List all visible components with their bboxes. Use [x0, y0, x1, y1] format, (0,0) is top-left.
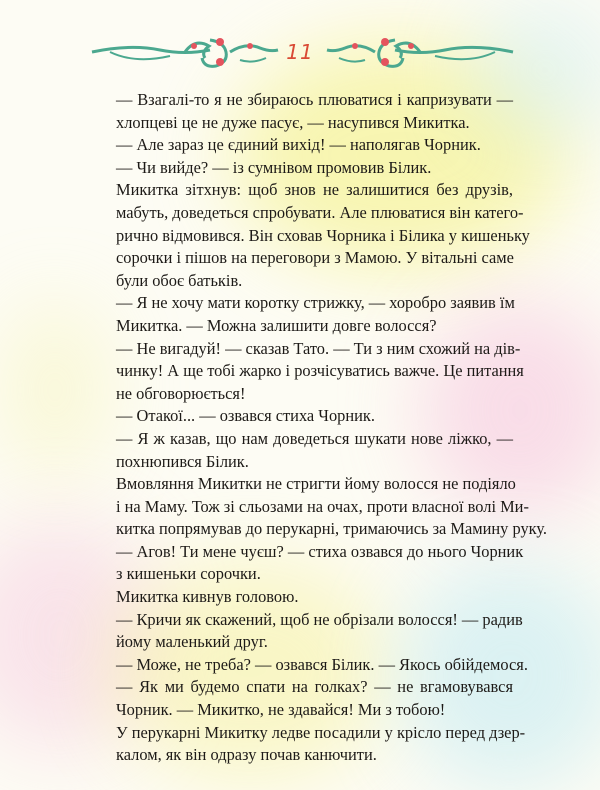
text-line: — Кричи як скажений, щоб не обрізали волосся! — радив — [116, 609, 523, 629]
paragraph — [88, 292, 513, 337]
paragraph — [88, 405, 513, 428]
page-number: 11 — [286, 40, 314, 64]
text-line: і на Маму. Тож зі сльозами на очах, проти власної волі Ми- — [116, 496, 529, 516]
text-line: — Чи вийде? — із сумнівом промовив Білик. — [116, 157, 432, 177]
text-line: — Отакої... — озвався стиха Чорник. — [116, 406, 375, 426]
text-line: — Як ми будемо спати на голках? — не вгамовувався — [116, 677, 513, 697]
paragraph — [88, 586, 513, 609]
text-line: китка попрямував до перукарні, тримаючись за Мамину руку. — [116, 519, 548, 539]
text-line: Микитка. — Можна залишити довге волосся? — [116, 315, 437, 335]
floral-vine-icon — [325, 34, 515, 70]
text-line: — Але зараз це єдиний вихід! — наполягав Чорник. — [116, 135, 481, 155]
page-header — [0, 26, 600, 76]
text-line: — Може, не треба? — озвався Білик. — Якось обійдемося. — [116, 654, 528, 674]
paragraph — [88, 676, 513, 721]
text-line: чинку! А ще тобі жарко і розчісуватись важче. Це питання — [116, 361, 524, 381]
text-line: не обговорюється! — [116, 383, 246, 403]
text-line: хлопцеві це не дуже пасує, — насупився Микитка. — [116, 112, 470, 132]
text-line: — Агов! Ти мене чуєш? — стиха озвався до нього Чорник — [116, 541, 524, 561]
paragraph — [88, 609, 523, 654]
text-line: — Я не хочу мати коротку стрижку, — хоробро заявив їм — [116, 293, 515, 313]
text-line: мабуть, доведеться спробувати. Але плюватися він катего- — [116, 202, 524, 222]
paragraph — [88, 179, 530, 292]
paragraph — [88, 473, 548, 541]
text-line: Микитка зітхнув: щоб знов не залишитися без друзів, — [116, 180, 513, 200]
text-line: йому маленький друг. — [116, 632, 268, 652]
text-line: Чорник. — Микитко, не здавайся! Ми з тобою! — [116, 700, 446, 720]
floral-vine-icon — [90, 34, 280, 70]
paragraph — [88, 722, 526, 767]
text-line: були обоє батьків. — [116, 270, 243, 290]
paragraph — [88, 89, 513, 134]
text-line: — Я ж казав, що нам доведеться шукати нове ліжко, — — [116, 428, 513, 448]
paragraph — [88, 428, 513, 473]
text-line: з кишеньки сорочки. — [116, 564, 261, 584]
text-line: — Взагалі-то я не збираюсь плюватися і капризувати — — [116, 90, 513, 109]
text-line: сорочки і пішов на переговори з Мамою. У вітальні саме — [116, 248, 514, 268]
story-text — [88, 89, 548, 767]
text-line: рично відмовився. Він сховав Чорника і Білика у кишеньку — [116, 225, 530, 245]
text-line: калом, як він одразу почав канючити. — [116, 745, 377, 765]
text-line: Микитка кивнув головою. — [116, 587, 299, 607]
text-line: Вмовляння Микитки не стригти йому волосся не подіяло — [116, 474, 516, 494]
paragraph — [88, 134, 513, 157]
paragraph — [88, 654, 528, 677]
text-line: похнюпився Білик. — [116, 451, 249, 471]
text-line: У перукарні Микитку ледве посадили у крісло перед дзер- — [116, 722, 526, 742]
paragraph — [88, 541, 524, 586]
text-line: — Не вигадуй! — сказав Тато. — Ти з ним схожий на дів- — [116, 338, 521, 358]
paragraph — [88, 338, 524, 406]
paragraph — [88, 157, 513, 180]
